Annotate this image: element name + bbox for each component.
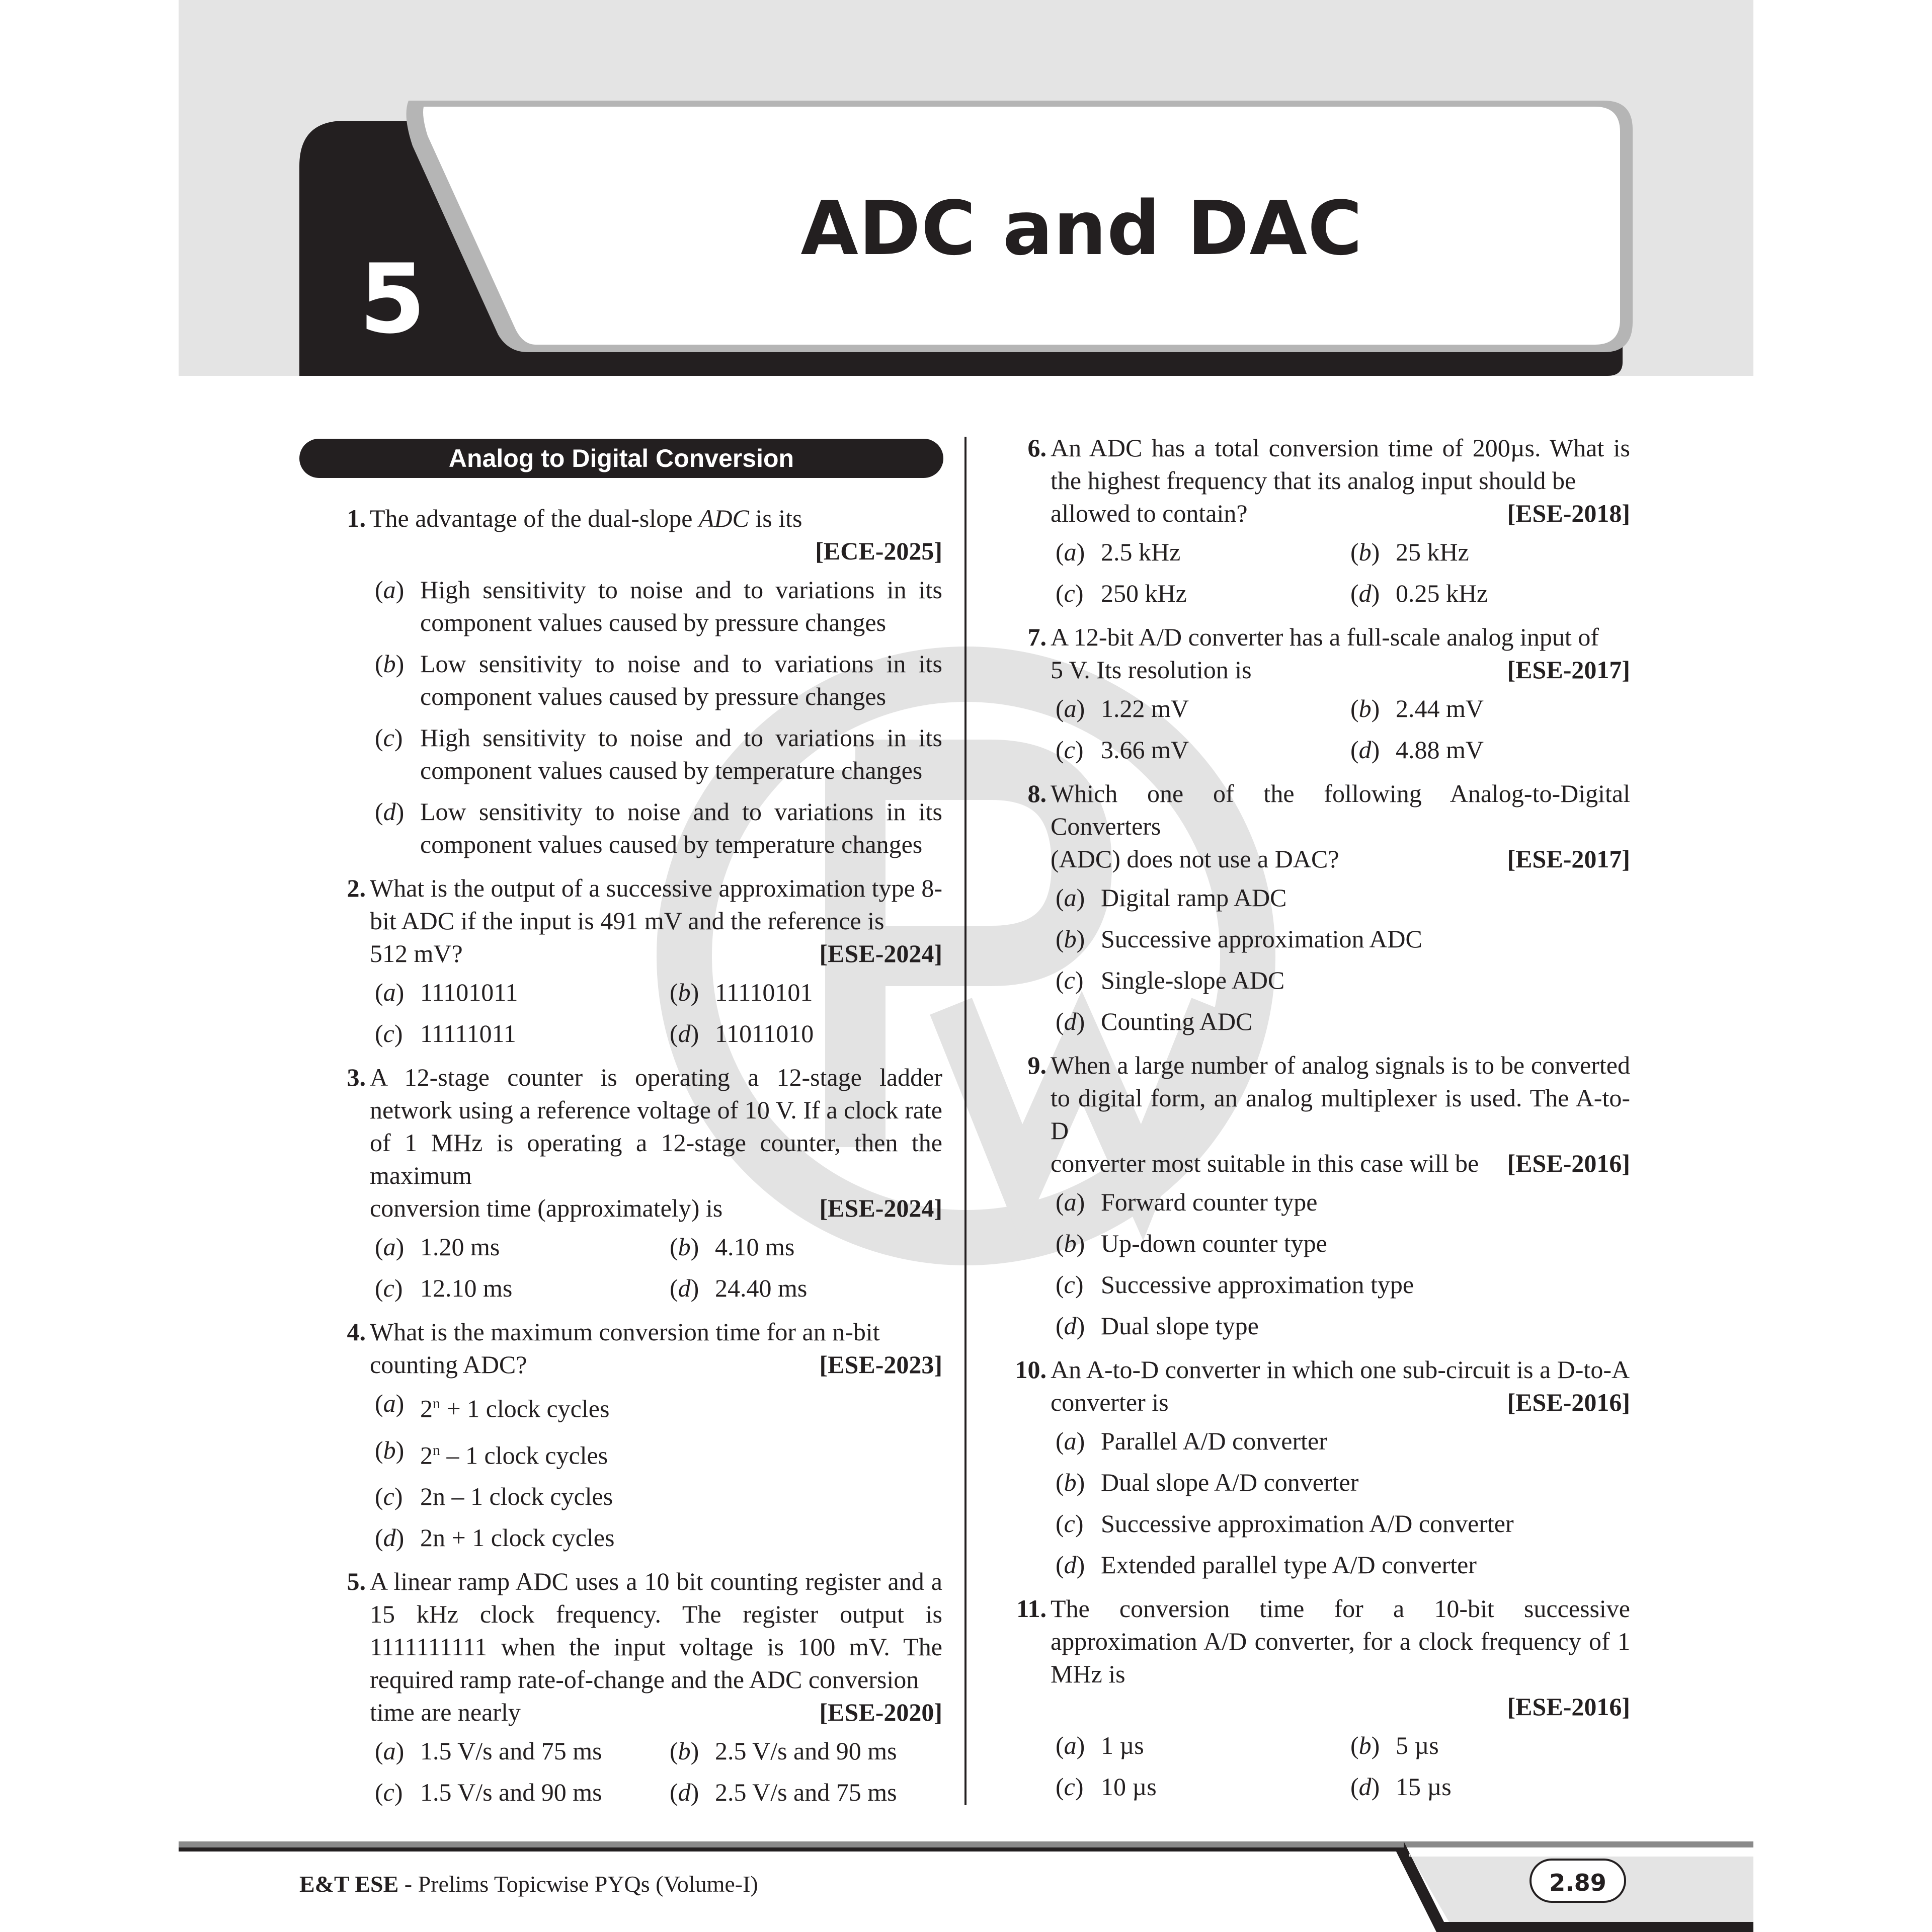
question-1 [330,502,942,861]
question-3 [330,1061,942,1305]
option-c[interactable]: (c) 3.66 mV [1056,736,1189,764]
options [1051,1186,1630,1342]
chapter-number: 5 [359,244,426,355]
question-text: When a large number of analog signals is to be converted to digital form, an analog multiplexer is used. The A-to-D [1051,1051,1630,1145]
option-a[interactable]: (a) 1.5 V/s and 75 ms [375,1737,602,1765]
options [370,1735,942,1809]
option-c[interactable]: (c) 10 µs [1056,1773,1157,1801]
option-a[interactable]: (a) 1.22 mV [1056,694,1189,722]
option-c[interactable]: (c) 1.5 V/s and 90 ms [375,1778,602,1807]
question-number: 6. [1027,434,1046,462]
question-number: 8. [1027,779,1046,808]
option-b[interactable]: (b) Up-down counter type [1056,1229,1327,1257]
exam-tag: [ESE-2024] [819,1194,942,1222]
option-a[interactable]: (a) 1.20 ms [375,1233,500,1261]
question-text: time are nearly [370,1698,521,1727]
question-10 [1010,1353,1630,1581]
question-text: counting ADC? [370,1350,527,1379]
option-b[interactable]: (b) Successive approximation ADC [1056,925,1422,953]
option-d[interactable]: (d) 0.25 kHz [1350,579,1488,607]
option-b[interactable]: (b) 2.5 V/s and 90 ms [670,1737,897,1765]
options [1051,692,1630,766]
question-number: 3. [347,1063,366,1091]
options [1051,1729,1630,1803]
options [1051,536,1630,610]
options [1051,881,1630,1038]
option-b[interactable]: (b) 4.10 ms [670,1233,795,1261]
option-d[interactable]: (d) 24.40 ms [670,1274,808,1302]
option-a[interactable]: (a) 11101011 [375,978,518,1006]
option-b[interactable]: (b) 2$^n$ – 1 clock cycles [375,1435,608,1470]
exam-tag: [ESE-2016] [1507,1149,1630,1177]
option-c[interactable]: (c) 12.10 ms [375,1274,513,1302]
question-text: The conversion time for a 10-bit successive approximation A/D converter, for a clock frequency of 1 MHz is [1051,1594,1630,1688]
question-number: 5. [347,1567,366,1596]
exam-tag: [ESE-2018] [1507,499,1630,527]
question-text: What is the output of a successive approximation type 8-bit ADC if the input is 491 mV and the reference is [370,874,942,935]
exam-tag: [ESE-2017] [1507,656,1630,684]
exam-tag: [ESE-2016] [1507,1693,1630,1721]
option-a[interactable]: (a) High sensitivity to noise and to variations in its component values caused by pressure changes [375,576,942,636]
question-text: converter is [1051,1388,1169,1416]
question-number: 1. [347,504,366,532]
option-d[interactable]: (d) 2.5 V/s and 75 ms [670,1778,897,1807]
question-number: 9. [1027,1051,1046,1079]
option-a[interactable]: (a) Forward counter type [1056,1188,1318,1216]
option-c[interactable]: (c) 2n – 1 clock cycles [375,1482,613,1511]
left-column [330,502,942,1820]
options [370,574,942,861]
question-11 [1010,1592,1630,1803]
question-number: 10. [1015,1355,1046,1384]
question-number: 7. [1027,623,1046,651]
option-a[interactable]: (a) 2.5 kHz [1056,538,1181,566]
section-heading: Analog to Digital Conversion [299,439,943,478]
option-d[interactable]: (d) 15 µs [1350,1773,1452,1801]
options [1051,1425,1630,1581]
option-a[interactable]: (a) $2^n + 1$ clock cycles [375,1389,610,1423]
option-d[interactable]: (d) Extended parallel type A/D converter [1056,1551,1477,1579]
option-d[interactable]: (d) 11011010 [670,1019,814,1048]
option-b[interactable]: (b) Low sensitivity to noise and to variations in its component values caused by pressure changes [375,650,942,710]
option-a[interactable]: (a) 1 µs [1056,1731,1144,1759]
question-number: 11. [1016,1594,1046,1623]
option-b[interactable]: (b) Dual slope A/D converter [1056,1468,1359,1496]
option-c[interactable]: (c) High sensitivity to noise and to variations in its component values caused by temperature changes [375,723,942,784]
option-b[interactable]: (b) 25 kHz [1350,538,1469,566]
exam-tag: [ESE-2017] [1507,845,1630,873]
question-text: 512 mV? [370,939,463,968]
question-8 [1010,777,1630,1038]
options [370,1231,942,1305]
exam-tag: [ESE-2020] [819,1698,942,1727]
option-c[interactable]: (c) 11111011 [375,1019,516,1048]
question-number: 4. [347,1318,366,1346]
question-text: A 12-bit A/D converter has a full-scale analog input of [1051,623,1599,651]
option-d[interactable]: (d) 4.88 mV [1350,736,1484,764]
option-c[interactable]: (c) 250 kHz [1056,579,1187,607]
question-text: allowed to contain? [1051,499,1248,527]
page-number: 2.89 [1530,1859,1626,1903]
option-d[interactable]: (d) Low sensitivity to noise and to variations in its component values caused by temperature changes [375,797,942,858]
options [370,1387,942,1554]
exam-tag: [ESE-2024] [819,939,942,968]
option-a[interactable]: (a) Parallel A/D converter [1056,1427,1327,1455]
option-a[interactable]: (a) Digital ramp ADC [1056,883,1287,912]
question-text: Which one of the following Analog-to-Digital Converters [1051,779,1630,840]
question-number: 2. [347,874,366,902]
column-divider [964,437,967,1805]
book-title: E&T ESE - Prelims Topicwise PYQs (Volume-I) [299,1871,758,1897]
question-text: The advantage of the dual-slope ADC is its [370,504,802,532]
exam-tag: [ESE-2023] [819,1350,942,1379]
question-text: 5 V. Its resolution is [1051,656,1252,684]
option-b[interactable]: (b) 5 µs [1350,1731,1439,1759]
chapter-title: ADC and DAC [800,185,1363,272]
option-c[interactable]: (c) Successive approximation A/D converter [1056,1509,1514,1538]
question-7 [1010,621,1630,766]
question-text: conversion time (approximately) is [370,1194,723,1222]
options [370,976,942,1050]
option-d[interactable]: (d) Counting ADC [1056,1007,1253,1035]
option-b[interactable]: (b) 2.44 mV [1350,694,1484,722]
question-4 [330,1316,942,1554]
option-c[interactable]: (c) Single-slope ADC [1056,966,1285,994]
right-column [1010,432,1630,1814]
question-text: What is the maximum conversion time for an n-bit [370,1318,880,1346]
question-text: A 12-stage counter is operating a 12-stage ladder network using a reference voltage of 10 V. If a clock rate of 1 MHz is operating a 12-stage counter, then the maximum [370,1063,942,1189]
question-2 [330,872,942,1050]
question-text: An A-to-D converter in which one sub-circuit is a D-to-A [1051,1355,1630,1384]
question-text: converter most suitable in this case will be [1051,1149,1479,1177]
exam-tag: [ECE-2025] [815,537,942,565]
question-text: A linear ramp ADC uses a 10 bit counting register and a 15 kHz clock frequency. The register output is 1111111111 when the input voltage is 100 mV. The required ramp rate-of-change and the ADC conversion [370,1567,942,1694]
question-5 [330,1565,942,1809]
option-d[interactable]: (d) Dual slope type [1056,1312,1259,1340]
option-b[interactable]: (b) 11110101 [670,978,813,1006]
question-text: An ADC has a total conversion time of 200µs. What is the highest frequency that its analog input should be [1051,434,1630,495]
question-text: (ADC) does not use a DAC? [1051,845,1339,873]
exam-tag: [ESE-2016] [1507,1388,1630,1416]
question-6 [1010,432,1630,610]
option-c[interactable]: (c) Successive approximation type [1056,1270,1414,1299]
question-9 [1010,1049,1630,1342]
option-d[interactable]: (d) 2n + 1 clock cycles [375,1523,615,1552]
